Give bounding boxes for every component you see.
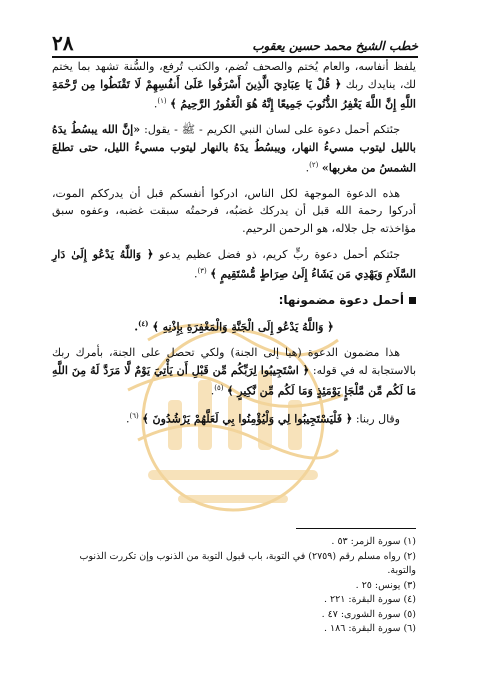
footnote-ref: (٤) <box>138 319 149 329</box>
footnote-ref: (٣) <box>197 267 207 276</box>
quran-verse: ﴿ اسْتَجِيبُوا لِرَبِّكُم مِّن قَبْلِ أَن يَأْتِيَ يَوْمٌ لَّا مَرَدَّ لَهُ مِنَ اللَّهِ مَا لَكُم مِّن مَّلْجَإٍ يَوْمَئِذٍ وَمَا لَكُم مِّن نَّكِيرٍ ﴾ <box>52 363 416 398</box>
footnote-item: (٢) رواه مسلم رقم (٢٧٥٩) في التوبة، باب قبول التوبة من الذنوب وإن تكررت الذنوب والتوبة. <box>79 550 416 576</box>
section-heading-text: أحمل دعوة مضمونها: <box>278 292 404 307</box>
quran-verse: ﴿ وَاللَّهُ يَدْعُو إِلَىٰ دَارِ السَّلَامِ وَيَهْدِي مَن يَشَاءُ إِلَىٰ صِرَاطٍ مُّسْتَقِيمٍ ﴾ <box>52 247 416 281</box>
quran-verse: ﴿ وَاللَّهُ يَدْعُو إِلَى الْجَنَّةِ وَالْمَغْفِرَةِ بِإِذْنِهِ ﴾ <box>152 320 334 334</box>
quran-verse: ﴿ قُلْ يَا عِبَادِيَ الَّذِينَ أَسْرَفُوا عَلَىٰ أَنفُسِهِمْ لَا تَقْنَطُوا مِن رَّحْمَةِ اللَّهِ إِنَّ اللَّهَ يَغْفِرُ الذُّنُوبَ جَمِيعًا إِنَّهُ هُوَ الْغَفُورُ الرَّحِيمُ ﴾ <box>52 77 416 111</box>
paragraph-text: هذا مضمون الدعوة (هيا إلى الجنة) ولكي تحصل على الجنة، بأمرك ربك بالاستجابة له في قوله: <box>52 346 417 377</box>
paragraph-text: وقال ربنا: <box>355 412 400 426</box>
footnote-ref: (٦) <box>129 411 139 420</box>
footnote-item: (٦) سورة البقرة: ١٨٦ . <box>323 623 416 634</box>
footnotes <box>52 528 416 637</box>
footnote-ref: (٥) <box>214 383 224 392</box>
footnote-ref: (١) <box>157 97 167 106</box>
quran-verse-line: ﴿ وَاللَّهُ يَدْعُو إِلَى الْجَنَّةِ وَالْمَغْفِرَةِ بِإِذْنِهِ ﴾ $^{(٤)}$. <box>134 319 334 334</box>
quran-verse: ﴿ فَلْيَسْتَجِيبُوا لِي وَلْيُؤْمِنُوا بِي لَعَلَّهُمْ يَرْشُدُونَ ﴾ <box>142 412 353 426</box>
paragraph: جئتكم أحمل دعوة على لسان النبي الكريم - ﷺ - يقول: «إنَّ الله يبسُطُ يدَهُ بالليل ليتوب مسيءُ النهار، ويبسُطُ يدَهُ بالنهار ليتوب مسيءُ الليل، حتى تطلعَ الشمسُ من مغربها» $^{(٢)}$. <box>52 123 416 175</box>
page-header <box>52 28 418 58</box>
section-heading <box>52 292 416 310</box>
running-title: خطب الشيخ محمد حسين يعقوب <box>252 39 418 53</box>
footnote-item: (٣) يونس: ٢٥ . <box>355 579 416 591</box>
paragraph: هذا مضمون الدعوة (هيا إلى الجنة) ولكي تحصل على الجنة، بأمرك ربك بالاستجابة له في قوله: ﴿ اسْتَجِيبُوا لِرَبِّكُم مِّن قَبْلِ أَن يَأْتِيَ يَوْمٌ لَّا مَرَدَّ لَهُ مِنَ اللَّهِ مَا لَكُم مِّن مَّلْجَإٍ يَوْمَئِذٍ وَمَا لَكُم مِّن نَّكِيرٍ ﴾ $^{(٥)}$. <box>52 346 417 398</box>
paragraph: جئتكم أحمل دعوة ربٍّ كريم، ذو فضل عظيم يدعو ﴿ وَاللَّهُ يَدْعُو إِلَىٰ دَارِ السَّلَامِ وَيَهْدِي مَن يَشَاءُ إِلَىٰ صِرَاطٍ مُّسْتَقِيمٍ ﴾ $^{(٣)}$. <box>52 247 416 281</box>
paragraph-text: هذه الدعوة الموجهة لكل الناس، ادركوا أنفسكم قبل أن يدرككم الموت، أدركوا رحمة الله قبل أن يدركك غضبُه، فرحمتُه سبقت غضبه، وعفوه سبق مؤاخذته جل جلاله، هو الرحمن الرحيم. <box>52 186 416 236</box>
paragraph <box>52 185 416 238</box>
paragraph: وقال ربنا: ﴿ فَلْيَسْتَجِيبُوا لِي وَلْيُؤْمِنُوا بِي لَعَلَّهُمْ يَرْشُدُونَ ﴾ $^{(٦)}$. <box>125 411 400 426</box>
main-text <box>52 58 416 436</box>
page-number: ٢٨ <box>52 31 74 55</box>
hadith-quote: «إنَّ الله يبسُطُ يدَهُ بالليل ليتوب مسيءُ النهار، ويبسُطُ يدَهُ بالنهار ليتوب مسيءُ الليل، حتى تطلعَ الشمسُ من مغربها» <box>52 123 416 175</box>
footnote-item: (٥) سورة الشورى: ٤٧ . <box>321 608 416 620</box>
paragraph-text: يلفظ أنفاسه، والعام يُختم والصحف تُضم، والكتب تُرفع، والسُّنة تشهد بما يختم لك، ينايدك ربك <box>52 60 416 91</box>
footnote-ref: (٢) <box>309 160 319 169</box>
footnote-item: (١) سورة الزمر: ٥٣ . <box>331 536 416 547</box>
square-bullet-icon <box>409 297 416 304</box>
footnote-divider <box>296 528 416 529</box>
paragraph: يلفظ أنفاسه، والعام يُختم والصحف تُضم، والكتب تُرفع، والسُّنة تشهد بما يختم لك، ينايدك ربك ﴿ قُلْ يَا عِبَادِيَ الَّذِينَ أَسْرَفُوا عَلَىٰ أَنفُسِهِمْ لَا تَقْنَطُوا مِن رَّحْمَةِ اللَّهِ إِنَّ اللَّهَ يَغْفِرُ الذُّنُوبَ جَمِيعًا إِنَّهُ هُوَ الْغَفُورُ الرَّحِيمُ ﴾ $^{(١)}$. <box>52 60 416 111</box>
footnote-item: (٤) سورة البقرة: ٢٢١ . <box>323 594 416 605</box>
paragraph-text: جئتكم أحمل دعوة على لسان النبي الكريم - ﷺ - يقول: <box>144 123 400 137</box>
paragraph-text: جئتكم أحمل دعوة ربٍّ كريم، ذو فضل عظيم يدعو <box>159 247 400 261</box>
